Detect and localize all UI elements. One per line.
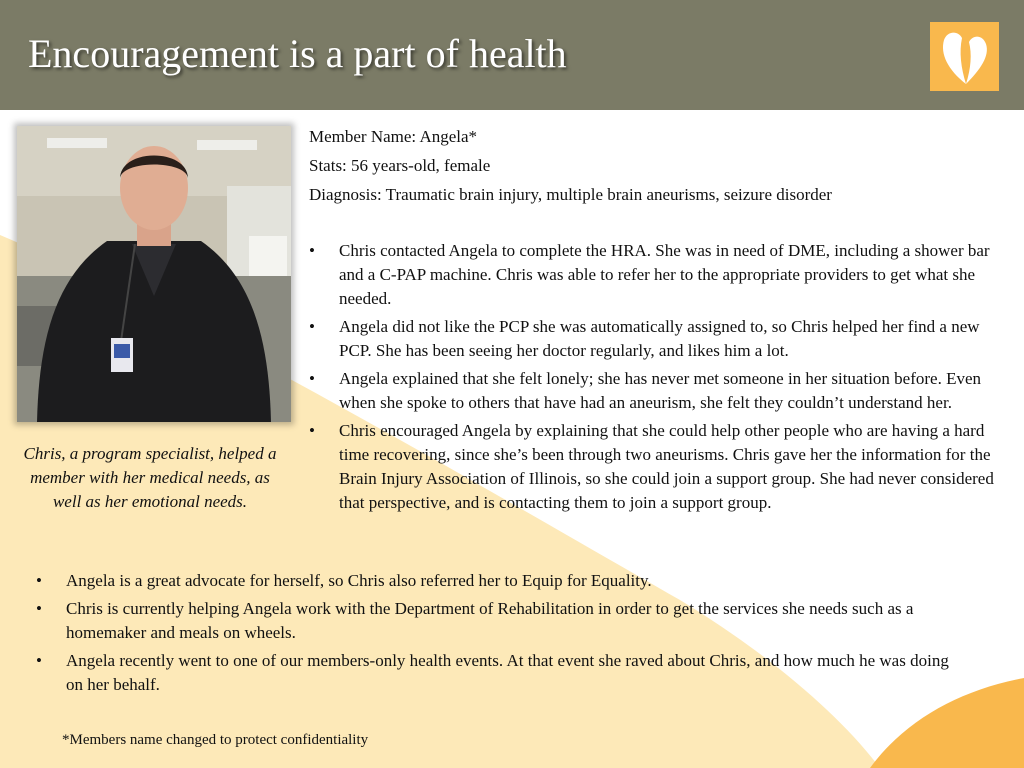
bullet-text: Chris contacted Angela to complete the HRA. She was in need of DME, including a shower bar and a C-PAP machine. Chris was able to refer her to the appropriate providers to get what she needed. [339,241,990,308]
slide-header [0,0,1024,110]
bullet-icon: • [309,317,315,336]
member-diagnosis: Diagnosis: Traumatic brain injury, multiple brain aneurisms, seizure disorder [309,185,832,204]
bullet-text: Angela did not like the PCP she was automatically assigned to, so Chris helped her find a new PCP. She has been seeing her doctor regularly, and likes him a lot. [339,317,980,360]
story-bullets-bottom [36,569,966,701]
bullet-text: Angela explained that she felt lonely; she has never met someone in her situation before. Even when she spoke to others that have had an aneurism, she felt they couldn’t understand her. [339,369,982,412]
list-item [309,315,1009,363]
list-item [309,419,1009,515]
bullet-text: Angela is a great advocate for herself, so Chris also referred her to Equip for Equality. [66,571,652,590]
list-item [309,239,1009,311]
photo-caption: Chris, a program specialist, helped a member with her medical needs, as well as her emotional needs. [23,444,277,511]
member-info [309,124,1009,211]
confidentiality-footnote: *Members name changed to protect confidentiality [62,732,369,748]
bullet-text: Chris is currently helping Angela work with the Department of Rehabilitation in order to get the services she needs such as a homemaker and meals on wheels. [66,599,914,642]
bullet-icon: • [36,651,42,670]
story-bullets-top [309,239,1009,519]
bullet-text: Chris encouraged Angela by explaining that she could help other people who are having a hard time recovering, since she’s been through two aneurisms. Chris gave her the information for the Brain Injury Association of Illinois, so she could join a support group. She had never considered that perspective, and is contacting them to join a support group. [339,421,994,512]
list-item [36,597,966,645]
bullet-icon: • [309,241,315,260]
bullet-icon: • [309,421,315,440]
list-item [36,649,966,697]
list-item [36,569,966,593]
slide-title: Encouragement is a part of health [28,31,567,76]
list-item [309,367,1009,415]
bullet-icon: • [36,599,42,618]
heart-logo-icon [930,22,999,91]
bullet-icon: • [36,571,42,590]
bullet-icon: • [309,369,315,388]
staff-photo [17,126,291,422]
member-stats: Stats: 56 years-old, female [309,156,491,175]
bullet-text: Angela recently went to one of our members-only health events. At that event she raved about Chris, and how much he was doing on her behalf. [66,651,949,694]
member-name: Member Name: Angela* [309,127,478,146]
